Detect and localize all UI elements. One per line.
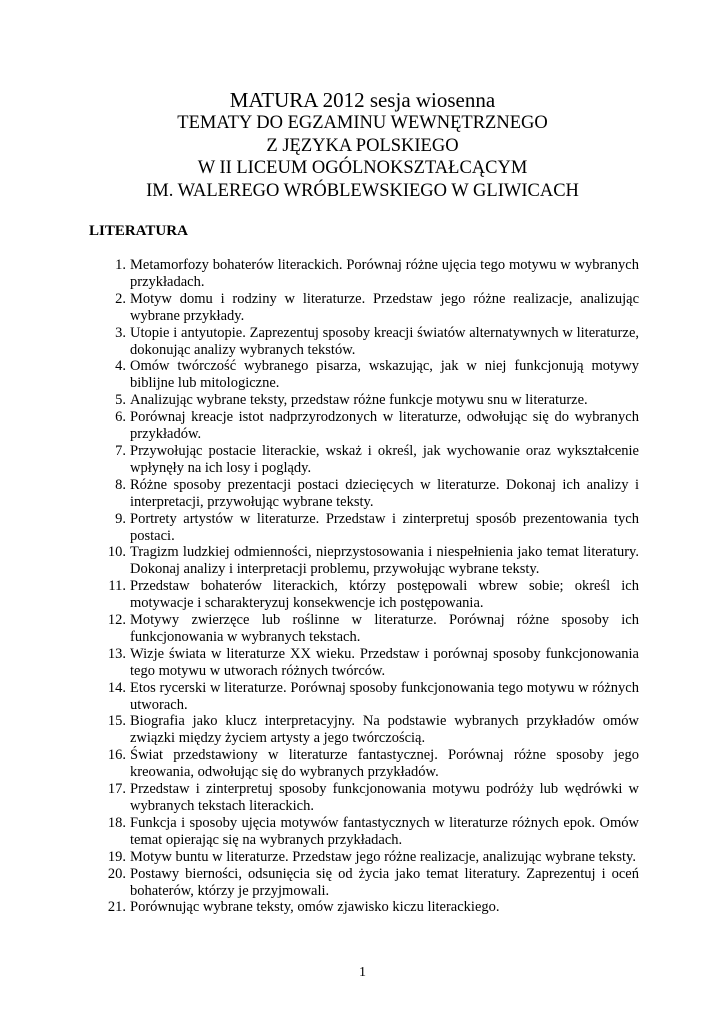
topic-number: 12. bbox=[107, 612, 126, 629]
header-subject: Z JĘZYKA POLSKIEGO bbox=[266, 135, 459, 156]
topic-item bbox=[89, 866, 639, 900]
topic-text: Analizując wybrane teksty, przedstaw różne funkcje motywu snu w literaturze. bbox=[130, 392, 588, 409]
topic-text: Przedstaw i zinterpretuj sposoby funkcjonowania motywu podróży lub wędrówki w wybranych tekstach literackich. bbox=[130, 781, 639, 814]
topic-text: Utopie i antyutopie. Zaprezentuj sposoby kreacji światów alternatywnych w literaturze, dokonując analizy wybranych tekstów. bbox=[130, 324, 639, 358]
topic-text: Różne sposoby prezentacji postaci dziecięcych w literaturze. Dokonaj ich analizy i interpretacji, przywołując wybrane teksty. bbox=[130, 476, 639, 510]
topic-item bbox=[89, 291, 639, 325]
topic-number: 14. bbox=[107, 679, 126, 696]
topic-text: Porównując wybrane teksty, omów zjawisko kiczu literackiego. bbox=[130, 899, 500, 916]
topic-number: 7. bbox=[115, 442, 126, 459]
topic-item bbox=[89, 680, 639, 714]
header-school-name: IM. WALEREGO WRÓBLEWSKIEGO W GLIWICACH bbox=[146, 180, 579, 201]
topic-item bbox=[89, 358, 639, 392]
topic-text: Przywołując postacie literackie, wskaż i określ, jak wychowanie oraz wykształcenie wpłynęły na ich losy i poglądy. bbox=[130, 442, 639, 476]
topic-item bbox=[89, 325, 639, 359]
topic-item bbox=[89, 781, 639, 815]
topic-item bbox=[89, 443, 639, 477]
topic-item bbox=[89, 544, 639, 578]
topic-item bbox=[89, 815, 639, 849]
topic-text: Omów twórczość wybranego pisarza, wskazując, jak w niej funkcjonują motywy biblijne lub mitologiczne. bbox=[130, 358, 639, 392]
topic-item bbox=[89, 646, 639, 680]
topic-number: 2. bbox=[115, 290, 126, 307]
header-exam-title: MATURA 2012 sesja wiosenna bbox=[229, 88, 496, 112]
topic-item bbox=[89, 849, 639, 866]
topic-text: Metamorfozy bohaterów literackich. Porównaj różne ujęcia tego motywu w wybranych przykładach. bbox=[130, 257, 639, 290]
topic-item bbox=[89, 409, 639, 443]
topic-text: Postawy bierności, odsunięcia się od życia jako temat literatury. Zaprezentuj i oceń bohaterów, którzy je przyjmowali. bbox=[130, 865, 639, 899]
header-school: W II LICEUM OGÓLNOKSZTAŁCĄCYM bbox=[197, 158, 528, 178]
topic-number: 19. bbox=[107, 848, 126, 865]
topic-text: Funkcja i sposoby ujęcia motywów fantastycznych w literaturze różnych epok. Omów temat opierając się na wybranych przykładach. bbox=[130, 814, 639, 848]
topic-text: Przedstaw bohaterów literackich, którzy postępowali wbrew sobie; określ ich motywacje i scharakteryzuj konsekwencje ich postępowania. bbox=[130, 578, 639, 612]
topic-item bbox=[89, 511, 639, 545]
section-title: LITERATURA bbox=[89, 223, 188, 239]
topic-text: Świat przedstawiony w literaturze fantastycznej. Porównaj różne sposoby jego kreowania, odwołując się do wybranych przykładów. bbox=[130, 747, 639, 781]
topic-number: 6. bbox=[115, 409, 126, 426]
topic-item bbox=[89, 578, 639, 612]
topic-item bbox=[89, 747, 639, 781]
topic-item bbox=[89, 257, 639, 291]
topic-number: 20. bbox=[107, 865, 126, 882]
topic-number: 11. bbox=[108, 578, 126, 595]
topic-number: 21. bbox=[107, 899, 126, 916]
topic-number: 8. bbox=[115, 476, 126, 493]
topic-text: Motyw buntu w literaturze. Przedstaw jego różne realizacje, analizując wybrane teksty. bbox=[130, 848, 636, 865]
topic-number: 10. bbox=[107, 544, 126, 561]
topic-item bbox=[89, 477, 639, 511]
topic-number: 3. bbox=[115, 324, 126, 341]
topic-item bbox=[89, 713, 639, 747]
topic-number: 18. bbox=[107, 814, 126, 831]
topic-number: 17. bbox=[107, 781, 126, 798]
topic-list bbox=[89, 257, 639, 916]
topic-number: 15. bbox=[107, 713, 126, 730]
topic-text: Porównaj kreacje istot nadprzyrodzonych w literaturze, odwołując się do wybranych przykładów. bbox=[130, 409, 639, 443]
topic-item bbox=[89, 612, 639, 646]
topic-number: 5. bbox=[115, 392, 126, 409]
topic-number: 9. bbox=[115, 510, 126, 527]
topic-item bbox=[89, 392, 639, 409]
topic-number: 4. bbox=[115, 358, 126, 375]
page-number: 1 bbox=[359, 965, 366, 980]
topic-text: Motyw domu i rodziny w literaturze. Przedstaw jego różne realizacje, analizując wybrane przykłady. bbox=[130, 290, 639, 324]
topic-item bbox=[89, 899, 639, 916]
topic-number: 16. bbox=[107, 747, 126, 764]
document-header bbox=[0, 88, 725, 202]
topic-text: Motywy zwierzęce lub roślinne w literaturze. Porównaj różne sposoby ich funkcjonowania w wybranych tekstach. bbox=[130, 612, 639, 645]
topic-text: Tragizm ludzkiej odmienności, nieprzystosowania i niespełnienia jako temat literatury. Dokonaj analizy i interpretacji problemu, przywołując wybrane teksty. bbox=[130, 544, 639, 578]
topic-text: Portrety artystów w literaturze. Przedstaw i zinterpretuj sposób prezentowania tych postaci. bbox=[130, 510, 639, 544]
header-exam-topics: TEMATY DO EGZAMINU WEWNĘTRZNEGO bbox=[177, 113, 548, 133]
topic-number: 1. bbox=[115, 257, 126, 273]
topic-text: Etos rycerski w literaturze. Porównaj sposoby funkcjonowania tego motywu w różnych utworach. bbox=[130, 679, 639, 713]
topic-number: 13. bbox=[107, 645, 126, 662]
topic-text: Wizje świata w literaturze XX wieku. Przedstaw i porównaj sposoby funkcjonowania tego motywu w utworach różnych twórców. bbox=[130, 645, 639, 679]
topic-text: Biografia jako klucz interpretacyjny. Na podstawie wybranych przykładów omów związki między życiem artysty a jego twórczością. bbox=[130, 713, 639, 747]
